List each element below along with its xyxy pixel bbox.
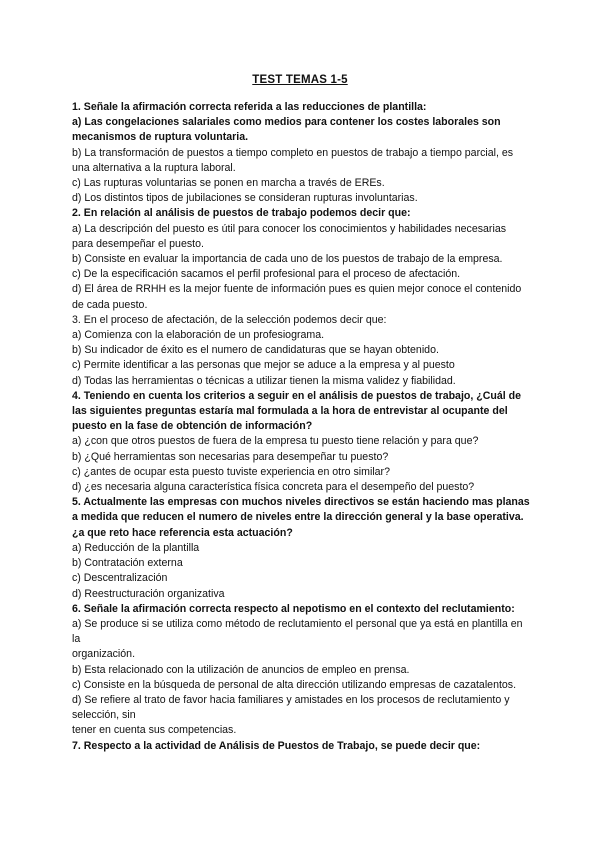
answer-option: c) Consiste en la búsqueda de personal de alta dirección utilizando empresas de cazatalentos. xyxy=(72,678,517,691)
answer-option: c) Permite identificar a las personas que mejor se aduce a la empresa y al puesto xyxy=(72,359,455,372)
answer-option: a) Reducción de la plantilla xyxy=(72,541,200,554)
answer-option: b) Su indicador de éxito es el numero de candidaturas que se hayan obtenido. xyxy=(72,344,439,357)
answer-option: a) ¿con que otros puestos de fuera de la empresa tu puesto tiene relación y para que? xyxy=(72,435,479,448)
answer-option: d) El área de RRHH es la mejor fuente de información pues es quien mejor conoce el contenido de cada puesto. xyxy=(72,283,522,311)
test-questions xyxy=(72,100,530,754)
answer-option: d) Reestructuración organizativa xyxy=(72,587,225,600)
answer-option: b) Consiste en evaluar la importancia de cada uno de los puestos de trabajo de la empresa. xyxy=(72,253,503,266)
answer-option: d) Todas las herramientas o técnicas a utilizar tienen la misma validez y fiabilidad. xyxy=(72,374,456,387)
answer-option: c) De la especificación sacamos el perfil profesional para el proceso de afectación. xyxy=(72,268,461,281)
answer-option: 3. En el proceso de afectación, de la selección podemos decir que: xyxy=(72,313,387,326)
answer-option: a) Se produce si se utiliza como método de reclutamiento el personal que ya está en plantilla en la xyxy=(72,617,523,646)
question-text: 5. Actualmente las empresas con muchos niveles directivos se están haciendo mas planas a medida que reducen el numero de niveles entre la dirección general y la base operativa. ¿a que reto hace referencia esta actuación? xyxy=(72,496,530,539)
answer-option: tener en cuenta sus competencias. xyxy=(72,724,237,737)
answer-option: b) La transformación de puestos a tiempo completo en puestos de trabajo a tiempo parcial, es una alternativa a la ruptura laboral. xyxy=(72,146,514,174)
answer-option: b) ¿Qué herramientas son necesarias para desempeñar tu puesto? xyxy=(72,450,389,463)
answer-option: b) Esta relacionado con la utilización de anuncios de empleo en prensa. xyxy=(72,663,410,676)
answer-option: organización. xyxy=(72,648,136,661)
answer-option: c) Las rupturas voluntarias se ponen en marcha a través de EREs. xyxy=(72,177,385,190)
page-title: TEST TEMAS 1-5 xyxy=(252,74,348,86)
answer-option: c) ¿antes de ocupar esta puesto tuviste experiencia en otro similar? xyxy=(72,465,390,478)
answer-option: d) Se refiere al trato de favor hacia familiares y amistades en los procesos de reclutamiento y selección, sin xyxy=(72,693,510,722)
question-text: 4. Teniendo en cuenta los criterios a seguir en el análisis de puestos de trabajo, ¿Cuál de las siguientes preguntas estaría mal formulada a la hora de entrevistar al ocupante del puesto en la fase de obtención de información? xyxy=(72,389,521,433)
answer-option: b) Contratación externa xyxy=(72,557,183,570)
question-text: 7. Respecto a la actividad de Análisis de Puestos de Trabajo, se puede decir que: xyxy=(72,739,481,752)
question-text: a) Las congelaciones salariales como medios para contener los costes laborales son mecanismos de ruptura voluntaria. xyxy=(72,116,501,144)
answer-option: c) Descentralización xyxy=(72,572,168,585)
question-text: 2. En relación al análisis de puestos de trabajo podemos decir que: xyxy=(72,207,411,220)
answer-option: a) La descripción del puesto es útil para conocer los conocimientos y habilidades necesarias para desempeñar el puesto. xyxy=(72,222,507,250)
question-text: 1. Señale la afirmación correcta referida a las reducciones de plantilla: xyxy=(72,101,427,113)
answer-option: d) ¿es necesaria alguna característica física concreta para el desempeño del puesto? xyxy=(72,481,475,494)
answer-option: d) Los distintos tipos de jubilaciones se consideran rupturas involuntarias. xyxy=(72,192,418,205)
question-text: 6. Señale la afirmación correcta respecto al nepotismo en el contexto del reclutamiento: xyxy=(72,602,515,615)
answer-option: a) Comienza con la elaboración de un profesiograma. xyxy=(72,329,325,342)
